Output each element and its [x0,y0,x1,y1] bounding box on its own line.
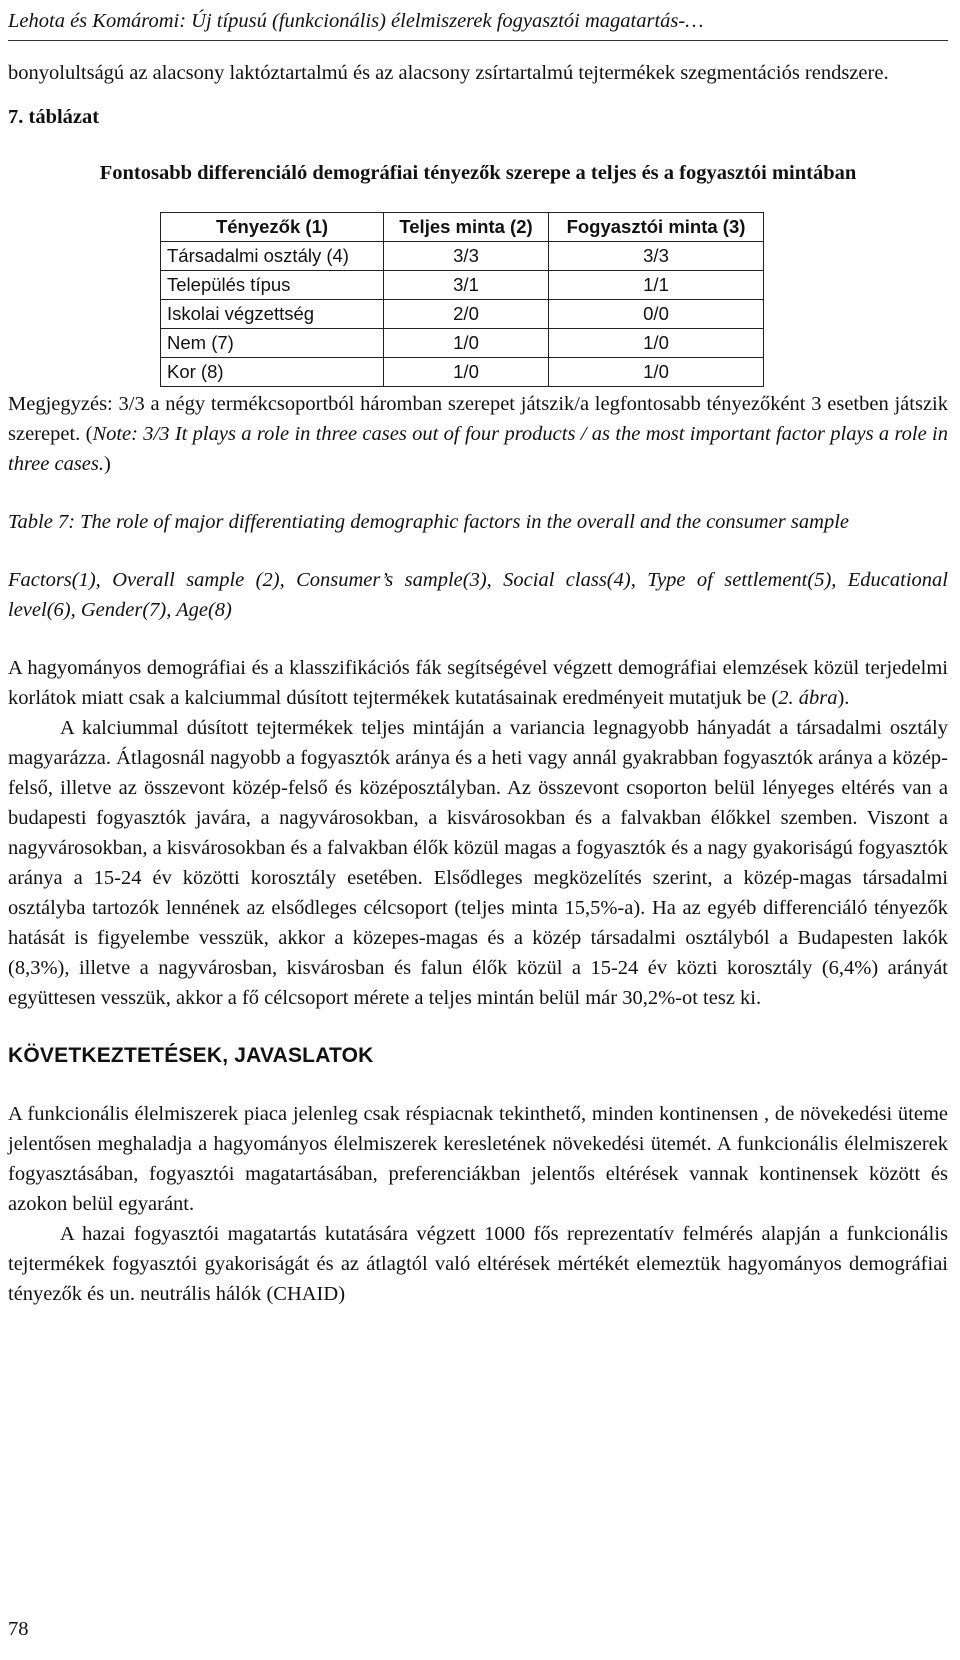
english-table-caption: Table 7: The role of major differentiating demographic factors in the overall and the consumer sample [8,511,849,533]
intro-paragraph: bonyolultságú az alacsony laktóztartalmú és az alacsony zsírtartalmú tejtermékek szegmentációs rendszere. [8,62,889,84]
table-cell-factor: Iskolai végzettség [161,300,384,329]
table-cell-consumer: 3/3 [549,242,764,271]
table-label: 7. táblázat [8,106,100,128]
header-rule [8,40,948,41]
page-content [8,58,948,1309]
table-cell-consumer: 0/0 [549,300,764,329]
note-open-paren: ( [80,423,93,445]
table-cell-overall: 3/3 [384,242,549,271]
running-header: Lehota és Komáromi: Új típusú (funkcionális) élelmiszerek fogyasztói magatartás-… [8,10,704,32]
note-hungarian: Megjegyzés: 3/3 a négy termékcsoportból háromban szerepet játszik/a legfontosabb tényezőként 3 esetben játszik szerepet. [8,393,948,445]
section-heading: KÖVETKEZTETÉSEK, JAVASLATOK [8,1044,374,1067]
note-english: Note: 3/3 It plays a role in three cases out of four products / as the most important factor plays a role in three cases. [8,423,948,475]
table-cell-consumer: 1/1 [549,271,764,300]
table-cell-overall: 1/0 [384,329,549,358]
spacer [8,1013,948,1041]
spacer [8,625,948,653]
spacer [8,537,948,565]
body-paragraph-2: A kalciummal dúsított tejtermékek teljes mintáján a variancia legnagyobb hányadát a társadalmi osztály magyarázza. Átlagosnál nagyobb a fogyasztók aránya és a heti vagy annál gyakrabban fogyasztók aránya a közép-felső, illetve az összevont közép-felső és középosztályban. Az összevont csoporton belül lényeges eltérés van a budapesti fogyasztók javára, a nagyvárosokban, a kisvárosokban és a falvakban élőkkel szemben. Viszont a nagyvárosokban, a kisvárosokban és a falvakban élők közül magas a fogyasztók és a nagy gyakoriságú fogyasztók aránya a 15-24 év közötti korosztály esetében. Elsődleges megközelítés szerint, a közép-magas társadalmi osztályba tartozók lennének az elsődleges célcsoport (teljes minta 15,5%-a). Ha az egyéb differenciáló tényezők hatását is figyelembe vesszük, akkor a közepes-magas és a közép társadalmi osztályból a Budapesten lakók (8,3%), illetve a nagyvárosban, kisvárosban és falun élők közül a 15-24 év közti korosztály (6,4%) arányát együttesen vesszük, akkor a fő célcsoport mérete a teljes mintán belül már 30,2%-ot tesz ki. [8,717,948,1009]
table-row [161,242,764,271]
table-cell-overall: 1/0 [384,358,549,387]
table-title: Fontosabb differenciáló demográfiai tényezők szerepe a teljes és a fogyasztói mintában [99,162,857,184]
table-cell-consumer: 1/0 [549,358,764,387]
table-cell-consumer: 1/0 [549,329,764,358]
body-paragraph-1-end: ). [837,687,850,709]
english-legend: Factors(1), Overall sample (2), Consumer’s sample(3), Social class(4), Type of settlement(5), Educational level(6), Gender(7), Age(8) [8,569,948,621]
table-row [161,300,764,329]
column-header-consumer: Fogyasztói minta (3) [549,213,764,242]
demographic-factors-table [160,212,764,387]
table-note [8,389,948,479]
table-cell-overall: 3/1 [384,271,549,300]
table-cell-overall: 2/0 [384,300,549,329]
spacer [8,479,948,507]
body-paragraph-1-text: A hagyományos demográfiai és a klasszifikációs fák segítségével végzett demográfiai elemzések közül terjedelmi korlátok miatt csak a kalciummal dúsított tejtermékek kutatásainak eredményeit mutatjuk be ( [8,657,948,709]
page-number: 78 [8,1618,29,1640]
table-row [161,329,764,358]
conclusion-paragraph-1: A funkcionális élelmiszerek piaca jelenleg csak réspiacnak tekinthető, minden kontinensen , de növekedési üteme jelentősen meghaladja a hagyományos élelmiszerek keresletének növekedési ütemét. A funkcionális élelmiszerek fogyasztásában, fogyasztói magatartásában, preferenciákban jelentős eltérések vannak kontinensek között és azokon belül egyaránt. [8,1103,948,1215]
table-cell-factor: Település típus [161,271,384,300]
table-row [161,271,764,300]
conclusion-paragraph-2: A hazai fogyasztói magatartás kutatására végzett 1000 fős reprezentatív felmérés alapján a funkcionális tejtermékek fogyasztói gyakoriságát és az átlagtól való eltérések mértékét elemeztük hagyományos demográfiai tényezők és un. neutrális hálók (CHAID) [8,1223,948,1305]
body-paragraph-1 [8,653,948,713]
column-header-factors: Tényezők (1) [161,213,384,242]
figure-reference: 2. ábra [778,687,838,709]
table-cell-factor: Kor (8) [161,358,384,387]
table-cell-factor: Nem (7) [161,329,384,358]
table-row [161,358,764,387]
table-cell-factor: Társadalmi osztály (4) [161,242,384,271]
table-header-row [161,213,764,242]
note-close-paren: ) [104,453,111,475]
column-header-overall: Teljes minta (2) [384,213,549,242]
spacer [8,1071,948,1099]
